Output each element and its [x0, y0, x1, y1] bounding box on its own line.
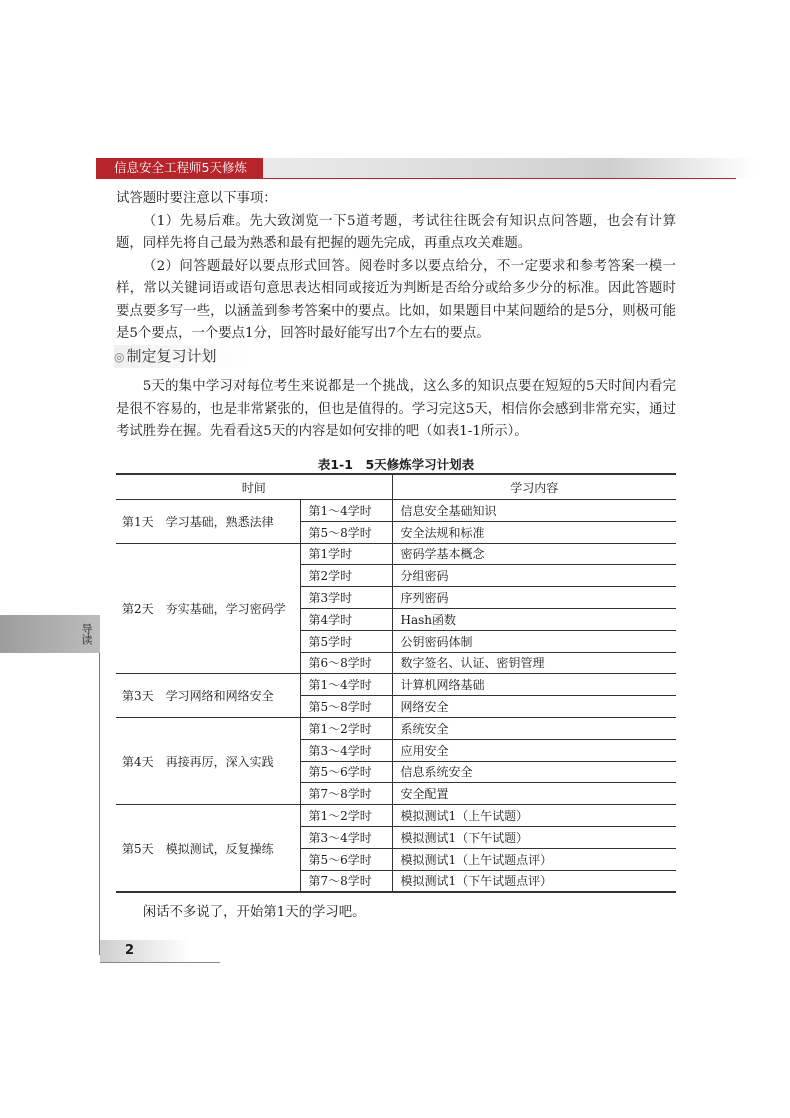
hours-cell: 第5～8学时 [300, 696, 392, 718]
body-paragraph: 5天的集中学习对每位考生来说都是一个挑战，这么多的知识点要在短短的5天时间内看完是很不容易的，也是非常紧张的，但也是值得的。学习完这5天，相信你会感到非常充实，通过考试胜券在握。先看看这5天的内容是如何安排的吧（如表1-1所示）。 [116, 379, 676, 439]
hours-cell: 第3～4学时 [300, 739, 392, 761]
content-cell: Hash函数 [392, 608, 676, 630]
section-mark-icon: ◎ [114, 350, 125, 364]
content-cell: 网络安全 [392, 696, 676, 718]
side-chapter-tab [0, 615, 100, 653]
content-cell: 序列密码 [392, 587, 676, 609]
table-row [116, 500, 676, 522]
content-cell: 模拟测试1（上午试题） [392, 805, 676, 827]
hours-cell: 第1～2学时 [300, 717, 392, 739]
day-label: 第2天 夯实基础，学习密码学 [116, 543, 300, 674]
day-label: 第4天 再接再厉，深入实践 [116, 717, 300, 804]
content-cell: 数字签名、认证、密钥管理 [392, 652, 676, 674]
study-plan-table [116, 473, 676, 893]
section-title: 制定复习计划 [126, 347, 217, 365]
page-number: 2 [100, 940, 190, 962]
hours-cell: 第4学时 [300, 608, 392, 630]
content-cell: 模拟测试1（上午试题点评） [392, 848, 676, 870]
hours-cell: 第7～8学时 [300, 783, 392, 805]
body-block [116, 376, 676, 444]
intro-block [116, 188, 676, 346]
running-header-title: 信息安全工程师5天修炼 [96, 158, 263, 178]
content-cell: 模拟测试1（下午试题点评） [392, 870, 676, 892]
content-cell: 安全配置 [392, 783, 676, 805]
side-rule [99, 653, 100, 955]
closing-line: 闲话不多说了，开始第1天的学习吧。 [142, 905, 366, 920]
hours-cell: 第6～8学时 [300, 652, 392, 674]
hours-cell: 第5～6学时 [300, 848, 392, 870]
hours-cell: 第2学时 [300, 565, 392, 587]
table-row [116, 717, 676, 739]
content-cell: 信息系统安全 [392, 761, 676, 783]
hours-cell: 第1～4学时 [300, 500, 392, 522]
hours-cell: 第1～4学时 [300, 674, 392, 696]
table-caption: 表1-1 5天修炼学习计划表 [317, 457, 475, 472]
table-row [116, 543, 676, 565]
intro-lead: 试答题时要注意以下事项： [116, 191, 277, 206]
intro-item-1: （1）先易后难。先大致浏览一下5道考题，考试往往既会有知识点问答题，也会有计算题，同样先将自己最为熟悉和最有把握的题先完成，再重点攻关难题。 [116, 213, 676, 251]
day-label: 第1天 学习基础，熟悉法律 [116, 500, 300, 544]
hours-cell: 第1学时 [300, 543, 392, 565]
section-heading [114, 345, 245, 368]
content-cell: 分组密码 [392, 565, 676, 587]
closing-block [116, 902, 676, 925]
content-cell: 信息安全基础知识 [392, 500, 676, 522]
hours-cell: 第5～8学时 [300, 521, 392, 543]
content-cell: 应用安全 [392, 739, 676, 761]
content-cell: 公钥密码体制 [392, 630, 676, 652]
hours-cell: 第7～8学时 [300, 870, 392, 892]
hours-cell: 第5学时 [300, 630, 392, 652]
content-cell: 密码学基本概念 [392, 543, 676, 565]
content-cell: 模拟测试1（下午试题） [392, 826, 676, 848]
content-cell: 计算机网络基础 [392, 674, 676, 696]
column-header-content: 学习内容 [392, 474, 676, 500]
hours-cell: 第1～2学时 [300, 805, 392, 827]
intro-item-2: （2）问答题最好以要点形式回答。阅卷时多以要点给分，不一定要求和参考答案一模一样，常以关键词语或语句意思表达相同或接近为判断是否给分或给多少分的标准。因此答题时要点要多写一些，以涵盖到参考答案中的要点。比如，如果题目中某问题给的是5分，则极可能是5个要点，一个要点1分，回答时最好能写出7个左右的要点。 [116, 258, 676, 341]
day-label: 第3天 学习网络和网络安全 [116, 674, 300, 718]
column-header-time: 时间 [116, 474, 392, 500]
table-row [116, 674, 676, 696]
header-divider [96, 178, 736, 179]
day-label: 第5天 模拟测试，反复操练 [116, 805, 300, 893]
hours-cell: 第5～6学时 [300, 761, 392, 783]
side-tab-label: 导读 [80, 623, 93, 645]
content-cell: 系统安全 [392, 717, 676, 739]
page-number-rule [100, 962, 220, 963]
hours-cell: 第3学时 [300, 587, 392, 609]
content-cell: 安全法规和标准 [392, 521, 676, 543]
hours-cell: 第3～4学时 [300, 826, 392, 848]
table-row [116, 805, 676, 827]
